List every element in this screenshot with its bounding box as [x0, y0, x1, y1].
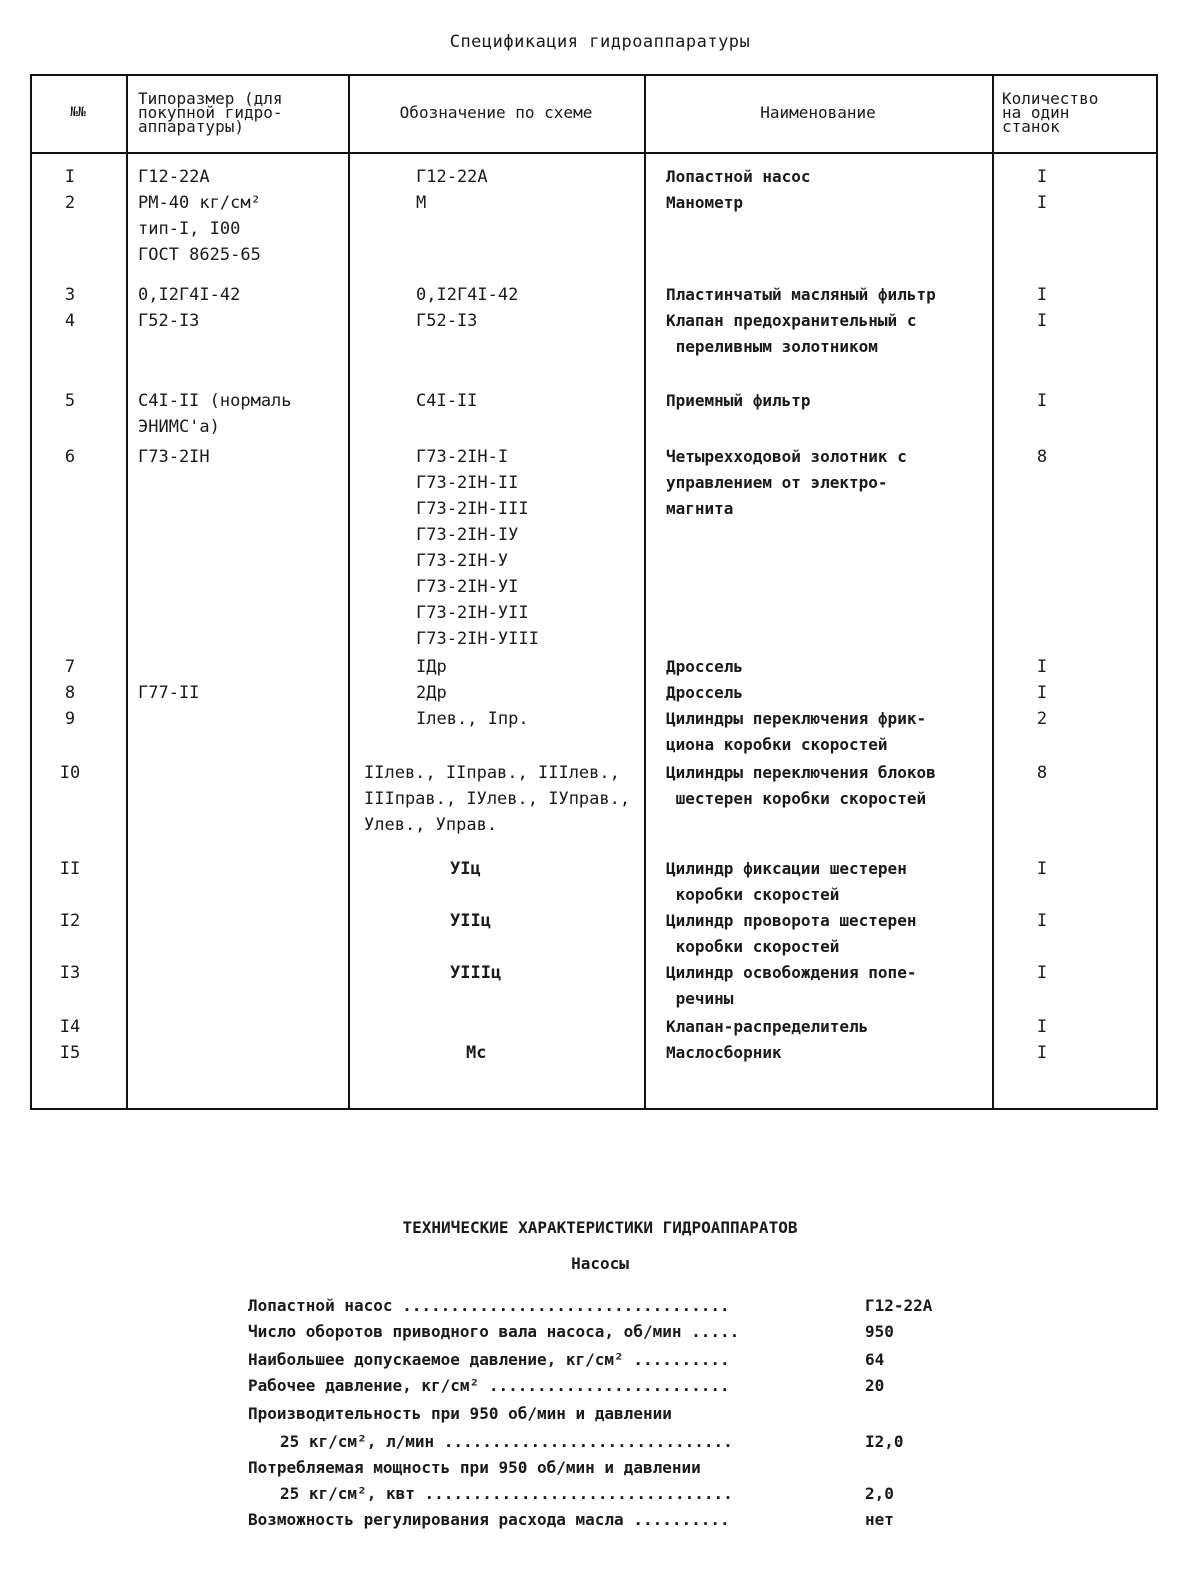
cell-num: I4 [59, 1017, 81, 1037]
cell-num: 2 [64, 193, 76, 213]
cell-num: II [59, 859, 81, 879]
cell-name: Клапан предохранительный с переливным золотником [666, 311, 917, 356]
cell-qty: I [1036, 391, 1048, 411]
tech-value: 20 [865, 1376, 885, 1395]
cell-qty: I [1036, 683, 1048, 703]
header-num: №№ [70, 105, 86, 120]
cell-num: 3 [64, 285, 76, 305]
tech-value: Г12-22А [865, 1296, 933, 1315]
cell-type: 0,I2Г4I-42 [138, 285, 241, 305]
cell-designation: М [416, 193, 427, 213]
cell-num: 8 [64, 683, 76, 703]
cell-num: 5 [64, 391, 76, 411]
cell-num: I2 [59, 911, 81, 931]
cell-name: Цилиндр освобождения попе- речины [666, 963, 917, 1008]
cell-designation: 0,I2Г4I-42 [416, 285, 519, 305]
cell-qty: 2 [1036, 709, 1048, 729]
cell-name: Манометр [666, 193, 744, 212]
cell-qty: 8 [1036, 763, 1048, 783]
header-type: Типоразмер (для покупной гидро- аппаратуры) [138, 89, 283, 136]
cell-num: I0 [59, 763, 81, 783]
column-divider [348, 74, 350, 1110]
column-divider [126, 74, 128, 1110]
cell-qty: I [1036, 285, 1048, 305]
tech-label: Потребляемая мощность при 950 об/мин и давлении [248, 1458, 701, 1477]
cell-designation: Г73-2IН-I Г73-2IН-II Г73-2IН-III Г73-2IН-IУ Г73-2IН-У Г73-2IН-УI Г73-2IН-УII Г73-2IН-УIII [416, 447, 539, 649]
cell-qty: I [1036, 1017, 1048, 1037]
column-divider [644, 74, 646, 1110]
tech-label: Наибольшее допускаемое давление, кг/см² .......... [248, 1350, 730, 1369]
cell-type: Г12-22А [138, 167, 210, 187]
cell-designation: Iлев., Iпр. [416, 709, 529, 729]
cell-qty: I [1036, 193, 1048, 213]
tech-label: Рабочее давление, кг/см² ......................... [248, 1376, 730, 1395]
cell-qty: I [1036, 167, 1048, 187]
cell-num: I3 [59, 963, 81, 983]
cell-designation: IДр [416, 657, 447, 677]
cell-designation: УIIIц [450, 963, 502, 983]
header-designation: Обозначение по схеме [399, 103, 593, 122]
cell-num: I [64, 167, 76, 187]
cell-designation: УIц [450, 859, 481, 879]
cell-designation: Мс [466, 1043, 487, 1063]
cell-qty: I [1036, 657, 1048, 677]
header-name: Наименование [760, 103, 876, 122]
cell-name: Дроссель [666, 657, 744, 676]
cell-qty: I [1036, 311, 1048, 331]
tech-value: 64 [865, 1350, 885, 1369]
cell-type: Г77-II [138, 683, 200, 703]
cell-designation: IIлев., IIправ., IIIлев., IIIправ., IУлев., IУправ., Улев., Управ. [364, 763, 631, 835]
cell-type: Г73-2IН [138, 447, 210, 467]
cell-designation: Г12-22А [416, 167, 488, 187]
cell-name: Пластинчатый масляный фильтр [666, 285, 936, 304]
cell-qty: 8 [1036, 447, 1048, 467]
cell-num: 9 [64, 709, 76, 729]
header-qty: Количество на один станок [1002, 89, 1099, 136]
tech-title: ТЕХНИЧЕСКИЕ ХАРАКТЕРИСТИКИ ГИДРОАППАРАТОВ [402, 1218, 798, 1237]
cell-name: Лопастной насос [666, 167, 811, 186]
spec-title: Спецификация гидроаппаратуры [449, 32, 751, 52]
tech-label: 25 кг/см², квт ................................ [280, 1484, 733, 1503]
cell-designation: УIIц [450, 911, 491, 931]
cell-name: Цилиндр проворота шестерен коробки скоростей [666, 911, 917, 956]
tech-label: 25 кг/см², л/мин .............................. [280, 1432, 733, 1451]
cell-name: Клапан-распределитель [666, 1017, 869, 1036]
cell-num: 4 [64, 311, 76, 331]
cell-name: Маслосборник [666, 1043, 782, 1062]
cell-name: Цилиндр фиксации шестерен коробки скоростей [666, 859, 907, 904]
tech-label: Возможность регулирования расхода масла .......... [248, 1510, 730, 1529]
cell-num: 6 [64, 447, 76, 467]
cell-designation: Г52-I3 [416, 311, 478, 331]
tech-label: Лопастной насос .................................. [248, 1296, 730, 1315]
cell-name: Цилиндры переключения блоков шестерен коробки скоростей [666, 763, 936, 808]
tech-label: Производительность при 950 об/мин и давлении [248, 1404, 672, 1423]
cell-qty: I [1036, 963, 1048, 983]
tech-value: 950 [865, 1322, 894, 1341]
cell-type: Г52-I3 [138, 311, 200, 331]
header-divider [30, 152, 1158, 154]
tech-label: Число оборотов приводного вала насоса, об/мин ..... [248, 1322, 740, 1341]
cell-type: С4I-II (нормаль ЭНИМС'а) [138, 391, 292, 437]
spec-table [30, 74, 1158, 1110]
tech-subtitle: Насосы [571, 1254, 629, 1273]
cell-name: Четырехходовой золотник с управлением от электро- магнита [666, 447, 907, 518]
cell-num: 7 [64, 657, 76, 677]
cell-type: РМ-40 кг/см² тип-I, I00 ГОСТ 8625-65 [138, 193, 261, 265]
cell-qty: I [1036, 1043, 1048, 1063]
tech-value: 2,0 [865, 1484, 894, 1503]
cell-qty: I [1036, 859, 1048, 879]
cell-designation: С4I-II [416, 391, 478, 411]
cell-name: Цилиндры переключения фрик- циона коробки скоростей [666, 709, 927, 754]
cell-name: Приемный фильтр [666, 391, 811, 410]
cell-name: Дроссель [666, 683, 744, 702]
cell-designation: 2Др [416, 683, 447, 703]
tech-value: I2,0 [865, 1432, 904, 1451]
cell-num: I5 [59, 1043, 81, 1063]
cell-qty: I [1036, 911, 1048, 931]
tech-value: нет [865, 1510, 894, 1529]
